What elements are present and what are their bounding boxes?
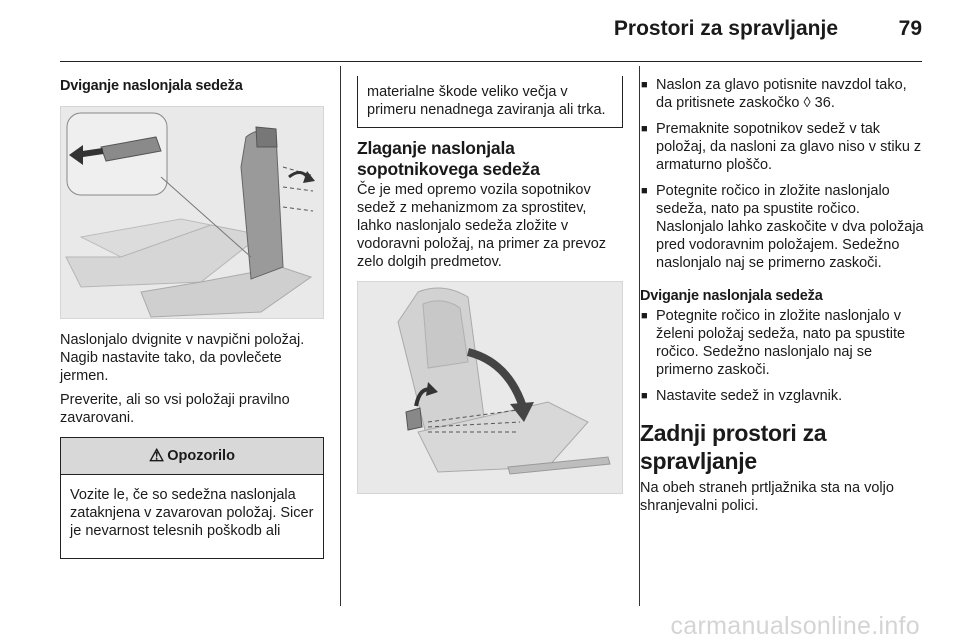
warning-title: Opozorilo xyxy=(167,448,235,464)
warning-box xyxy=(60,437,324,559)
column-middle xyxy=(357,76,623,494)
header-title: Prostori za spravljanje xyxy=(613,17,838,40)
warning-box-continued: materialne škode veliko večja v primeru nenadnega zaviranja ali trka. xyxy=(357,76,623,128)
list-item: ■ Premaknite sopotnikov sedež v tak položaj, da nasloni za glavo niso v stiku z armaturno ploščo. xyxy=(640,120,925,174)
rear-seat-illustration xyxy=(60,106,324,319)
page-header xyxy=(60,0,922,62)
paragraph: Preverite, ali so vsi položaji pravilno zavarovani. xyxy=(60,392,290,426)
section-heading: Zlaganje naslonjala sopotnikovega sedeža xyxy=(357,138,540,179)
warning-header xyxy=(61,438,323,475)
page-number: 79 xyxy=(898,17,922,40)
column-right xyxy=(640,76,925,515)
watermark: carmanualsonline.info xyxy=(670,612,920,640)
column-divider xyxy=(340,66,341,606)
subheading: Dviganje naslonjala sedeža xyxy=(640,288,823,304)
instruction-list xyxy=(640,76,925,272)
instruction-list xyxy=(640,307,925,405)
section-heading: Zadnji prostori za spravljanje xyxy=(640,420,827,474)
warning-text: Vozite le, če so sedežna naslonjala zataknjena v zavarovan položaj. Sicer je nevarnost telesnih poškodb ali xyxy=(70,487,314,539)
subheading: Dviganje naslonjala sedeža xyxy=(60,78,243,94)
passenger-seat-illustration xyxy=(357,281,623,494)
warning-icon: ⚠ xyxy=(149,446,165,465)
column-left xyxy=(60,76,324,559)
list-item: ■ Potegnite ročico in zložite naslonjalo sedeža, nato pa spustite ročico. Naslonjalo lahko zaskočite v dva položaja pred vodoravnim položajem. Sedežno naslonjalo naj se primerno zaskoči. xyxy=(640,182,925,272)
list-item: ■ Potegnite ročico in zložite naslonjalo v želeni položaj sedeža, nato pa spustite ročico. Sedežno naslonjalo naj se primerno zaskoči. xyxy=(640,307,925,379)
paragraph: Na obeh straneh prtljažnika sta na voljo shranjevalni polici. xyxy=(640,480,894,514)
list-item: ■ Naslon za glavo potisnite navzdol tako, da pritisnete zaskočko ◊ 36. xyxy=(640,76,925,112)
list-item: ■ Nastavite sedež in vzglavnik. xyxy=(640,387,925,405)
paragraph: Naslonjalo dvignite v navpični položaj. Nagib nastavite tako, da povlečete jermen. xyxy=(60,332,305,384)
paragraph: Če je med opremo vozila sopotnikov sedež z mehanizmom za sprostitev, lahko naslonjalo sedeža zložite v vodoravni položaj, na primer za prevoz zelo dolgih predmetov. xyxy=(357,182,607,270)
